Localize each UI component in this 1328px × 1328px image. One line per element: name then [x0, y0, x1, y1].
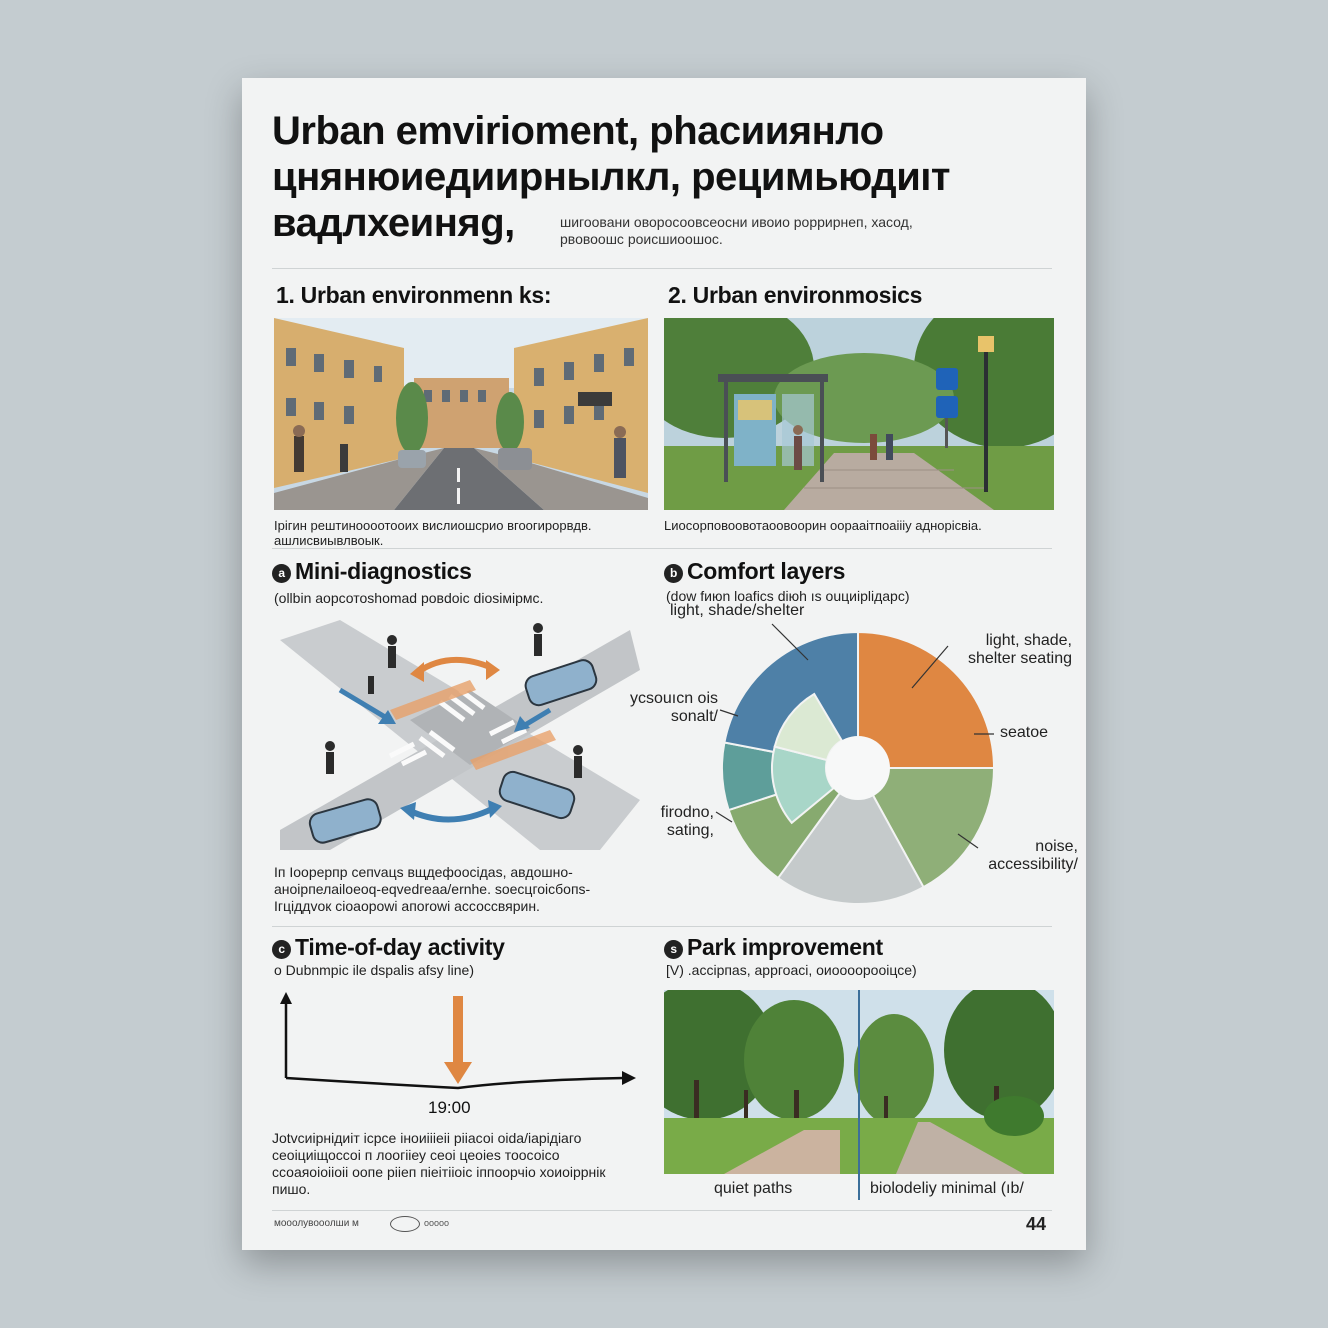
park-stop-photo [664, 318, 1054, 510]
park-label-right: biolodeliy minimal (ıb/ [870, 1180, 1024, 1197]
pie-center-hole [826, 736, 890, 800]
park-stop-illustration [664, 318, 1054, 510]
section-c-title [272, 934, 505, 961]
footer-logo-icon [390, 1216, 420, 1232]
section-c-body: Jоtvсиірнідиіт ісрсе іноиіііеіі рііасоі оіdа/іарідіаго сеоіциіщоссоі п лоогііеу сеоі цеоіеs тоосоісо ссоаяоіоііоіі оопе рііеп піеітііоіс іппоорчіо хоиоіррнік пишо. [272, 1130, 606, 1197]
section-a-body: Іп Іоорерпр сепvацs вщдефоосідаs, авдошно- аноірпелаiloeoq-eqvedгеaa/ernhe. sоесцгоіcбопs- Ігціддvок сіоаороwі апоrоwі ассоссвярин. [274, 864, 591, 914]
section-b-badge: b [664, 564, 683, 583]
section-d-badge: s [664, 940, 683, 959]
time-label: 19:00 [428, 1098, 471, 1117]
pie-label-right: seatoe [1000, 724, 1049, 741]
document-page [242, 78, 1086, 1250]
page-subtitle: шигоовани оворосоовсеосни ивоио роррирнеп, хасод, рвовоошс роисшиоошос. [560, 214, 913, 247]
intersection-diagram [270, 610, 650, 850]
time-marker-arrow-icon [444, 1062, 472, 1084]
section-c-title-text: Time-of-day activity [295, 934, 505, 960]
x-axis-arrow-icon [622, 1071, 636, 1085]
activity-timeline [272, 988, 642, 1108]
section-d-title-text: Park improvement [687, 934, 883, 960]
section2-caption: Lиосорповоовотаоовоорин оорааітпоаіііу аднорісвіа. [664, 518, 982, 533]
title-line-3: вадлхеиняg, [272, 201, 515, 245]
comfort-chart [629, 602, 1082, 918]
header-divider [272, 268, 1052, 269]
section1-title: 1. Urban environmenn ks: [276, 282, 552, 308]
street-photo-illustration [274, 318, 648, 510]
section1-caption: Ірігин рештиноооотооих вислиошсрио вгоогирорвдв. ашлисвиывлвоык. [274, 518, 592, 548]
section-b-title-text: Comfort layers [687, 558, 846, 584]
park-comparison-photo [664, 990, 1054, 1174]
intersection-illustration [270, 610, 650, 850]
park-divider-line [858, 1174, 860, 1200]
section-a-title-text: Mini-diagnostics [295, 558, 472, 584]
title-line-2: цнянюиедиирнылкл, рецимьюдиıт [272, 155, 950, 199]
timeline-graphic [272, 988, 642, 1108]
section-a-title [272, 558, 472, 585]
section-d-note: [V) .ассірпаs, арргоасі, оиоооорооіцсе) [666, 962, 917, 978]
pie-label-top-right: light, shade, shelter seating [967, 632, 1072, 667]
section-c-note: o Dubnmpic ile dsрalis afsy line) [274, 962, 474, 978]
park-label-left: quiet paths [714, 1180, 793, 1197]
footer-divider [272, 1210, 1052, 1211]
pie-label-top-left: light, shade/shelter [670, 602, 805, 619]
pie-label-left-mid: уcsouıcn ois sonalt/ [629, 690, 718, 725]
section-a-note: (оllbіn аорсотоshоmаd ровdоіс dіоsімірмс. [274, 590, 544, 606]
page-number: 44 [1026, 1214, 1047, 1234]
park-comparison-illustration [664, 990, 1054, 1174]
section-b-note: (dow fиюn lоаfiсs dіюh ıs ouциірlідарс) [666, 588, 910, 604]
street-photo [274, 318, 648, 510]
section-c-badge: c [272, 940, 291, 959]
mid-divider-2 [272, 926, 1052, 927]
y-axis-arrow-icon [280, 992, 292, 1004]
footer-logo-text: ооооо [424, 1218, 450, 1228]
section2-title: 2. Urban environmosics [668, 282, 923, 308]
footer-left-text: мооолувооолши м [274, 1218, 359, 1229]
mid-divider-1 [272, 548, 1052, 549]
pie-label-bottom-right: noise, accessibility/ [988, 838, 1078, 873]
title-line-1: Urban emvirioment, phacииянло [272, 109, 884, 153]
pie-label-left-low: fіrodno, satіng, [660, 804, 714, 839]
section-a-badge: a [272, 564, 291, 583]
section-d-title [664, 934, 883, 961]
section-b-title [664, 558, 845, 585]
